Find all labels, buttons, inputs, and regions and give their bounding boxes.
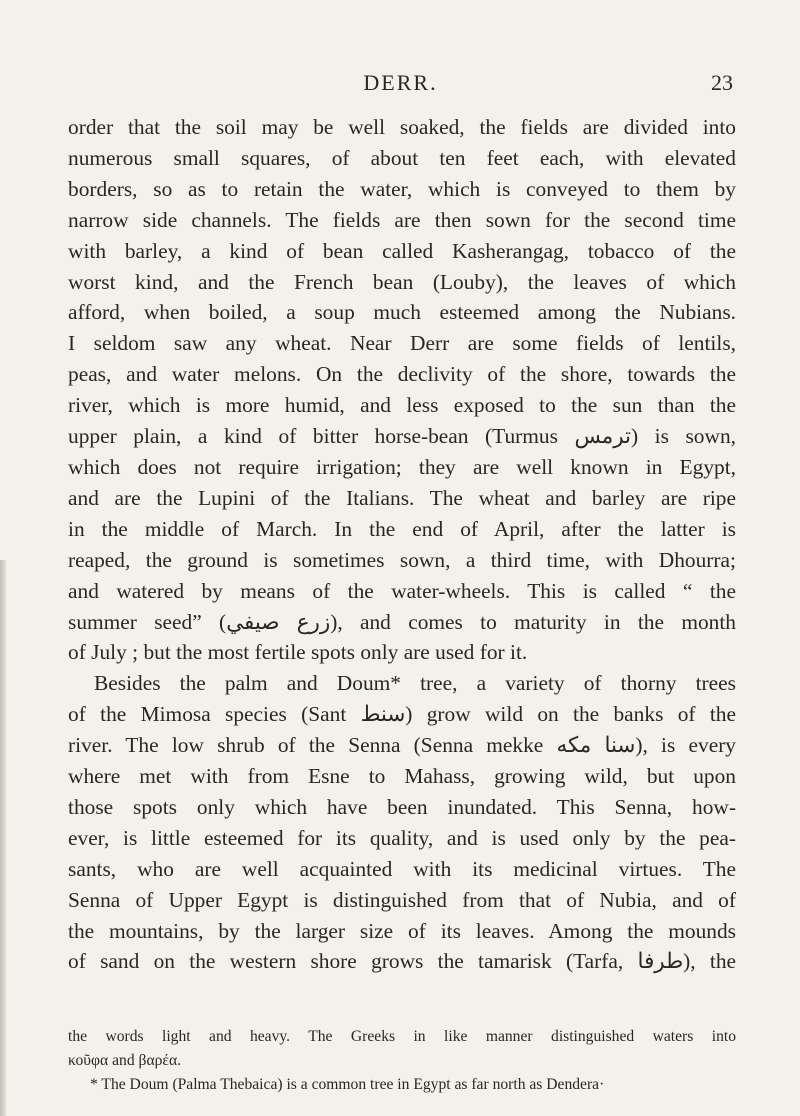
text-line: with barley, a kind of bean called Kasherangag, tobacco of the [68, 238, 736, 263]
text-line: and watered by means of the water-wheels. This is called “ the [68, 578, 736, 603]
text-line: afford, when boiled, a soup much esteemed among the Nubians. [68, 300, 736, 325]
text-line: and are the Lupini of the Italians. The wheat and barley are ripe [68, 485, 736, 510]
text-line: sants, who are well acquainted with its medicinal virtues. The [68, 856, 736, 881]
body-text [68, 112, 736, 977]
footnote-line: the words light and heavy. The Greeks in like manner distinguished waters into [68, 1028, 736, 1045]
text-line: borders, so as to retain the water, which is conveyed to them by [68, 176, 736, 201]
text-line: Besides the palm and Doum* tree, a variety of thorny trees [94, 671, 736, 696]
footnotes [68, 1025, 736, 1097]
text-line: summer seed” (زرع صيفي), and comes to maturity in the month [68, 609, 736, 634]
text-line: of sand on the western shore grows the tamarisk (Tarfa, طرفا), the [68, 949, 737, 974]
text-line: those spots only which have been inundated. This Senna, how- [68, 794, 736, 819]
page-header [68, 66, 733, 102]
text-line: river. The low shrub of the Senna (Senna mekke سنا مكه), is every [68, 733, 737, 758]
text-line: order that the soil may be well soaked, the fields are divided into [68, 115, 736, 139]
text-line: reaped, the ground is sometimes sown, a third time, with Dhourra; [68, 547, 736, 572]
text-line: upper plain, a kind of bitter horse-bean (Turmus ترمس) is sown, [68, 424, 736, 449]
text-line: narrow side channels. The fields are then sown for the second time [68, 207, 736, 232]
text-line: in the middle of March. In the end of April, after the latter is [68, 516, 736, 541]
text-line: I seldom saw any wheat. Near Derr are some fields of lentils, [68, 331, 736, 356]
running-head: DERR. [363, 70, 438, 95]
text-line: of July ; but the most fertile spots only are used for it. [68, 640, 528, 665]
page-number: 23 [711, 70, 733, 95]
footnote-doum: * The Doum (Palma Thebaica) is a common tree in Egypt as far north as Dendera· [90, 1076, 605, 1093]
text-line: worst kind, and the French bean (Louby), the leaves of which [68, 269, 736, 294]
page-edge-shadow [0, 560, 6, 1116]
text-line: of the Mimosa species (Sant سنط) grow wild on the banks of the [68, 702, 736, 727]
text-line: the mountains, by the larger size of its leaves. Among the mounds [68, 918, 736, 943]
text-line: peas, and water melons. On the declivity of the shore, towards the [68, 362, 736, 387]
text-line: river, which is more humid, and less exposed to the sun than the [68, 393, 736, 418]
text-line: ever, is little esteemed for its quality, and is used only by the pea- [68, 825, 736, 850]
text-line: Senna of Upper Egypt is distinguished from that of Nubia, and of [68, 887, 736, 912]
text-line: which does not require irrigation; they are well known in Egypt, [68, 454, 736, 479]
footnote-line: κοῦφα and βαρέα. [68, 1052, 182, 1069]
text-line: numerous small squares, of about ten feet each, with elevated [68, 145, 736, 170]
text-line: where met with from Esne to Mahass, growing wild, but upon [68, 764, 736, 789]
